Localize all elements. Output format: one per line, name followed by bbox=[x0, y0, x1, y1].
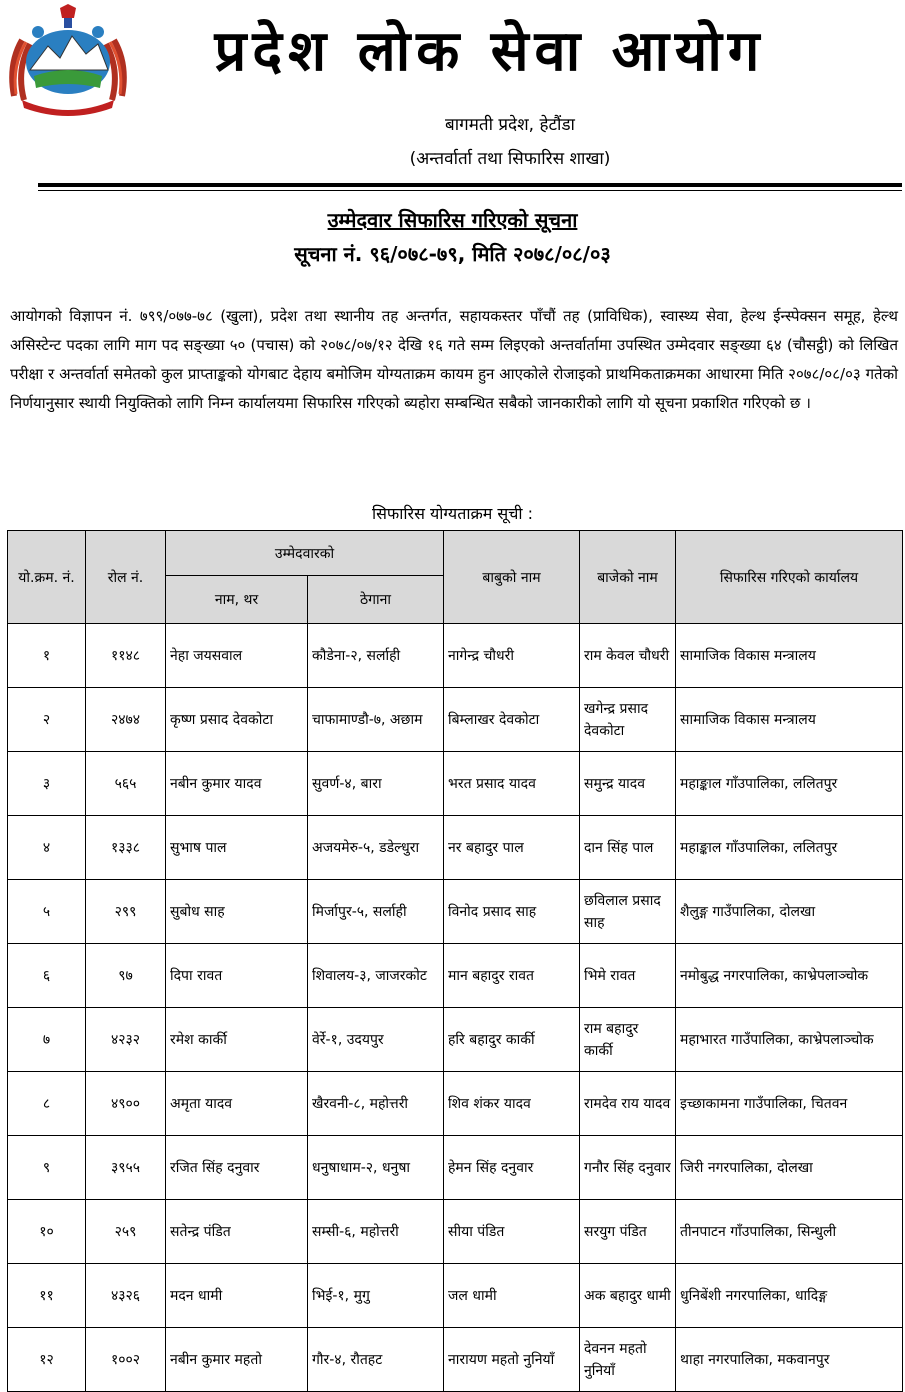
cell-father: जल धामी bbox=[444, 1264, 580, 1328]
table-row bbox=[8, 1200, 903, 1264]
cell-grandfather: राम बहादुर कार्की bbox=[580, 1008, 676, 1072]
table-row bbox=[8, 1008, 903, 1072]
cell-roll: १३३८ bbox=[86, 816, 166, 880]
cell-address: कौडेना-२, सर्लाही bbox=[308, 624, 444, 688]
cell-office: थाहा नगरपालिका, मकवानपुर bbox=[676, 1328, 903, 1392]
nepal-emblem bbox=[4, 4, 132, 116]
cell-father: नर बहादुर पाल bbox=[444, 816, 580, 880]
table-row bbox=[8, 880, 903, 944]
cell-address: वेर्रे-१, उदयपुर bbox=[308, 1008, 444, 1072]
cell-roll: २५९ bbox=[86, 1200, 166, 1264]
cell-name: नेहा जयसवाल bbox=[166, 624, 308, 688]
cell-name: सुबोध साह bbox=[166, 880, 308, 944]
cell-serial: १ bbox=[8, 624, 86, 688]
cell-roll: २९९ bbox=[86, 880, 166, 944]
table-body bbox=[8, 624, 903, 1392]
cell-address: धनुषाधाम-२, धनुषा bbox=[308, 1136, 444, 1200]
cell-office: महाभारत गाउँपालिका, काभ्रेपलाञ्चोक bbox=[676, 1008, 903, 1072]
cell-grandfather: दान सिंह पाल bbox=[580, 816, 676, 880]
table-row bbox=[8, 1264, 903, 1328]
cell-roll: १००२ bbox=[86, 1328, 166, 1392]
table-row bbox=[8, 688, 903, 752]
cell-grandfather: सरयुग पंडित bbox=[580, 1200, 676, 1264]
table-row bbox=[8, 1072, 903, 1136]
notice-title bbox=[0, 206, 905, 233]
cell-grandfather: रामदेव राय यादव bbox=[580, 1072, 676, 1136]
province-location: बागमती प्रदेश, हेटौंडा bbox=[445, 115, 575, 135]
cell-address: सम्सी-६, महोत्तरी bbox=[308, 1200, 444, 1264]
cell-roll: ३९५५ bbox=[86, 1136, 166, 1200]
cell-grandfather: छविलाल प्रसाद साह bbox=[580, 880, 676, 944]
cell-name: नबीन कुमार यादव bbox=[166, 752, 308, 816]
cell-office: महाङ्काल गाँउपालिका, ललितपुर bbox=[676, 752, 903, 816]
cell-address: भिई-१, मुगु bbox=[308, 1264, 444, 1328]
cell-roll: ९७ bbox=[86, 944, 166, 1008]
cell-address: अजयमेरु-५, डडेल्धुरा bbox=[308, 816, 444, 880]
header-divider bbox=[38, 183, 902, 187]
branch-name: (अन्तर्वार्ता तथा सिफारिस शाखा) bbox=[409, 149, 611, 169]
cell-address: खैरवनी-८, महोत्तरी bbox=[308, 1072, 444, 1136]
cell-roll: ४९०० bbox=[86, 1072, 166, 1136]
cell-name: नबीन कुमार महतो bbox=[166, 1328, 308, 1392]
cell-address: चाफामाण्डौ-७, अछाम bbox=[308, 688, 444, 752]
cell-name: रजित सिंह दनुवार bbox=[166, 1136, 308, 1200]
cell-name: सुभाष पाल bbox=[166, 816, 308, 880]
cell-roll: ४२३२ bbox=[86, 1008, 166, 1072]
organization-title: प्रदेश लोक सेवा आयोग bbox=[214, 19, 766, 84]
cell-address: सुवर्ण-४, बारा bbox=[308, 752, 444, 816]
cell-name: सतेन्द्र पंडित bbox=[166, 1200, 308, 1264]
cell-roll: ११४८ bbox=[86, 624, 166, 688]
cell-serial: ३ bbox=[8, 752, 86, 816]
header-serial: यो.क्रम. नं. bbox=[8, 531, 86, 624]
header-divider-thin bbox=[38, 190, 902, 191]
cell-roll: २४७४ bbox=[86, 688, 166, 752]
cell-father: हरि बहादुर कार्की bbox=[444, 1008, 580, 1072]
table-row bbox=[8, 944, 903, 1008]
cell-grandfather: भिमे रावत bbox=[580, 944, 676, 1008]
header-father: बाबुको नाम bbox=[444, 531, 580, 624]
cell-name: रमेश कार्की bbox=[166, 1008, 308, 1072]
table-row bbox=[8, 752, 903, 816]
cell-grandfather: देवनन महतो नुनियाँ bbox=[580, 1328, 676, 1392]
cell-grandfather: गनौर सिंह दनुवार bbox=[580, 1136, 676, 1200]
cell-roll: ४३२६ bbox=[86, 1264, 166, 1328]
cell-name: दिपा रावत bbox=[166, 944, 308, 1008]
cell-office: इच्छाकामना गाउँपालिका, चितवन bbox=[676, 1072, 903, 1136]
header-roll: रोल नं. bbox=[86, 531, 166, 624]
cell-grandfather: राम केवल चौधरी bbox=[580, 624, 676, 688]
cell-serial: ७ bbox=[8, 1008, 86, 1072]
cell-serial: ११ bbox=[8, 1264, 86, 1328]
header-candidate: उम्मेदवारको bbox=[166, 531, 444, 576]
notice-body: आयोगको विज्ञापन नं. ७९९/०७७-७८ (खुला), प्रदेश तथा स्थानीय तह अन्तर्गत, सहायकस्तर पाँचौं तह (प्राविधिक), स्वास्थ्य सेवा, हेल्थ ईन्स्पेक्सन समूह, हेल्थ असिस्टेन्ट पदका लागि माग पद सङ्ख्या ५० (पचास) को २०७८/०७/१२ देखि १६ गते सम्म लिइएको अन्तर्वार्तामा उपस्थित उम्मेदवार सङ्ख्या ६४ (चौसट्ठी) को लिखित परीक्षा र अन्तर्वार्ता समेतको कुल प्राप्ताङ्कको योगबाट देहाय बमोजिम योग्यताक्रम कायम हुन आएकोले रोजाइको प्राथमिकताक्रमका आधारमा मिति २०७८/०८/०३ गतेको निर्णयानुसार स्थायी नियुक्तिको लागि निम्न कार्यालयमा सिफारिस गरिएको ब्यहोरा सम्बन्धित सबैको जानकारीको लागि यो सूचना प्रकाशित गरिएको छ । bbox=[10, 307, 898, 412]
cell-office: सामाजिक विकास मन्त्रालय bbox=[676, 624, 903, 688]
cell-office: सामाजिक विकास मन्त्रालय bbox=[676, 688, 903, 752]
cell-name: मदन धामी bbox=[166, 1264, 308, 1328]
cell-roll: ५६५ bbox=[86, 752, 166, 816]
cell-serial: ४ bbox=[8, 816, 86, 880]
cell-father: भरत प्रसाद यादव bbox=[444, 752, 580, 816]
cell-name: अमृता यादव bbox=[166, 1072, 308, 1136]
cell-office: धुनिबेंशी नगरपालिका, धादिङ्ग bbox=[676, 1264, 903, 1328]
cell-father: मान बहादुर रावत bbox=[444, 944, 580, 1008]
cell-serial: १० bbox=[8, 1200, 86, 1264]
cell-office: शैलुङ्ग गाउँपालिका, दोलखा bbox=[676, 880, 903, 944]
cell-address: गौर-४, रौतहट bbox=[308, 1328, 444, 1392]
header-address: ठेगाना bbox=[308, 576, 444, 624]
cell-office: नमोबुद्ध नगरपालिका, काभ्रेपलाञ्चोक bbox=[676, 944, 903, 1008]
header-name: नाम, थर bbox=[166, 576, 308, 624]
cell-address: मिर्जापुर-५, सर्लाही bbox=[308, 880, 444, 944]
cell-grandfather: समुन्द्र यादव bbox=[580, 752, 676, 816]
cell-serial: १२ bbox=[8, 1328, 86, 1392]
cell-name: कृष्ण प्रसाद देवकोटा bbox=[166, 688, 308, 752]
cell-serial: ८ bbox=[8, 1072, 86, 1136]
notice-title-text: उम्मेदवार सिफारिस गरिएको सूचना bbox=[327, 208, 578, 232]
cell-serial: ९ bbox=[8, 1136, 86, 1200]
cell-father: नागेन्द्र चौधरी bbox=[444, 624, 580, 688]
cell-grandfather: अक बहादुर धामी bbox=[580, 1264, 676, 1328]
header-grandfather: बाजेको नाम bbox=[580, 531, 676, 624]
recommendation-table bbox=[7, 530, 903, 1392]
notice-number: सूचना नं. ९६/०७८-७९, मिति २०७८/०८/०३ bbox=[294, 242, 611, 266]
table-row bbox=[8, 1328, 903, 1392]
cell-father: बिम्लाखर देवकोटा bbox=[444, 688, 580, 752]
cell-father: विनोद प्रसाद साह bbox=[444, 880, 580, 944]
cell-address: शिवालय-३, जाजरकोट bbox=[308, 944, 444, 1008]
cell-father: शिव शंकर यादव bbox=[444, 1072, 580, 1136]
header-office: सिफारिस गरिएको कार्यालय bbox=[676, 531, 903, 624]
cell-serial: ५ bbox=[8, 880, 86, 944]
cell-office: महाङ्काल गाँउपालिका, ललितपुर bbox=[676, 816, 903, 880]
list-title: सिफारिस योग्यताक्रम सूची : bbox=[371, 504, 534, 523]
table-row bbox=[8, 1136, 903, 1200]
cell-grandfather: खगेन्द्र प्रसाद देवकोटा bbox=[580, 688, 676, 752]
cell-serial: ६ bbox=[8, 944, 86, 1008]
cell-office: तीनपाटन गाँउपालिका, सिन्धुली bbox=[676, 1200, 903, 1264]
table-row bbox=[8, 816, 903, 880]
cell-office: जिरी नगरपालिका, दोलखा bbox=[676, 1136, 903, 1200]
cell-father: हेमन सिंह दनुवार bbox=[444, 1136, 580, 1200]
cell-serial: २ bbox=[8, 688, 86, 752]
cell-father: नारायण महतो नुनियाँ bbox=[444, 1328, 580, 1392]
table-row bbox=[8, 624, 903, 688]
cell-father: सीया पंडित bbox=[444, 1200, 580, 1264]
